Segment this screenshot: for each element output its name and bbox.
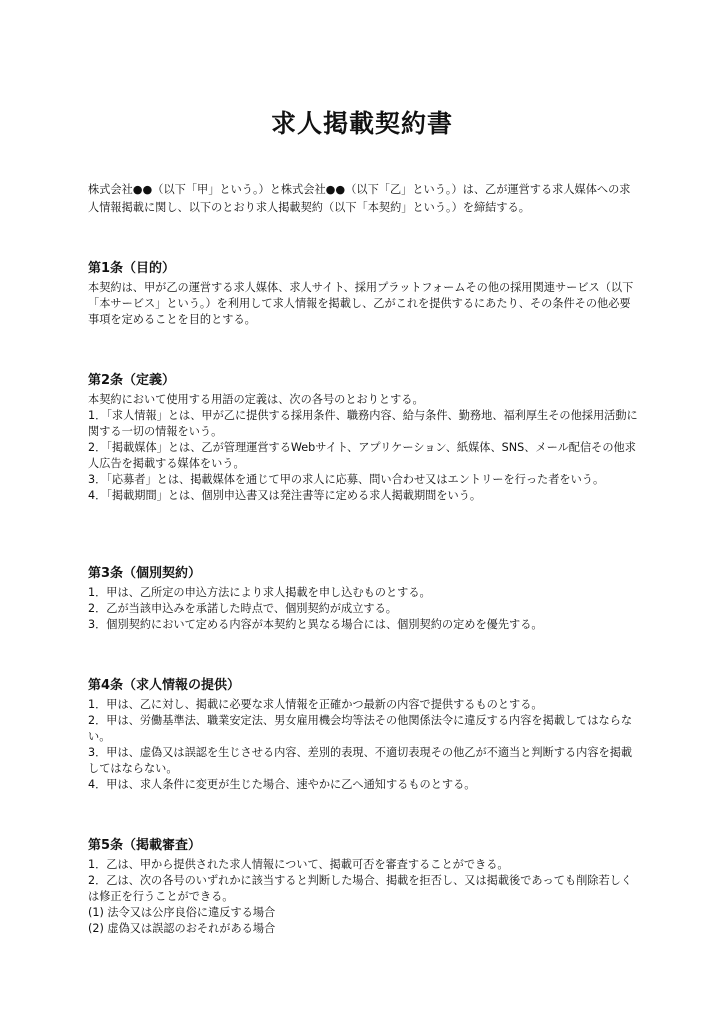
article-clause: 4．甲は、求人条件に変更が生じた場合、速やかに乙へ通知するものとする。: [88, 778, 476, 791]
article-clause: 4．「掲載期間」とは、個別申込書又は発注書等に定める求人掲載期間をいう。: [88, 489, 482, 502]
article-paragraph: 本契約は、甲が乙の運営する求人媒体、求人サイト、採用プラットフォームその他の採用関連サービス（以下「本サービス」という。）を利用して求人情報を掲載し、乙がこれを提供するにあたり、その条件その他必要事項を定めることを目的とする。: [88, 281, 634, 326]
article-clause: 2．乙が当該申込みを承諾した時点で、個別契約が成立する。: [88, 602, 397, 615]
article-clause: 2．「掲載媒体」とは、乙が管理運営するWebサイト、アプリケーション、紙媒体、SNS、メール配信その他求人広告を掲載する媒体をいう。: [88, 441, 636, 470]
article-1: [88, 259, 640, 328]
article-heading: 第3条（個別契約）: [88, 566, 202, 581]
article-heading: 第2条（定義）: [88, 373, 176, 388]
article-paragraph: 本契約において使用する用語の定義は、次の各号のとおりとする。: [88, 393, 424, 406]
article-sub-item: (2) 虚偽又は誤認のおそれがある場合: [88, 922, 276, 935]
article-heading: 第1条（目的）: [88, 261, 176, 276]
document-title: 求人掲載契約書: [270, 109, 453, 138]
article-3: [88, 564, 640, 633]
article-clause: 2．乙は、次の各号のいずれかに該当すると判断した場合、掲載を拒否し、又は掲載後であっても削除若しくは修正を行うことができる。: [88, 874, 633, 903]
article-2: [88, 371, 640, 504]
intro-paragraph: 株式会社●●（以下「甲」という。）と株式会社●●（以下「乙」という。）は、乙が運営する求人媒体への求人情報掲載に関し、以下のとおり求人掲載契約（以下「本契約」という。）を締結する。: [88, 183, 631, 214]
article-4: [88, 676, 640, 793]
article-heading: 第5条（掲載審査）: [88, 838, 202, 853]
article-clause: 3．「応募者」とは、掲載媒体を通じて甲の求人に応募、問い合わせ又はエントリーを行った者をいう。: [88, 473, 605, 486]
article-clause: 3．個別契約において定める内容が本契約と異なる場合には、個別契約の定めを優先する。: [88, 618, 543, 631]
article-sub-item: (1) 法令又は公序良俗に違反する場合: [88, 906, 276, 919]
article-clause: 2．甲は、労働基準法、職業安定法、男女雇用機会均等法その他関係法令に違反する内容を掲載してはならない。: [88, 714, 633, 743]
article-clause: 1．甲は、乙に対し、掲載に必要な求人情報を正確かつ最新の内容で提供するものとする。: [88, 698, 543, 711]
article-heading: 第4条（求人情報の提供）: [88, 678, 241, 693]
article-clause: 1．甲は、乙所定の申込方法により求人掲載を申し込むものとする。: [88, 586, 431, 599]
article-5: [88, 836, 640, 937]
article-clause: 3．甲は、虚偽又は誤認を生じさせる内容、差別的表現、不適切表現その他乙が不適当と判断する内容を掲載してはならない。: [88, 746, 633, 775]
article-clause: 1．「求人情報」とは、甲が乙に提供する採用条件、職務内容、給与条件、勤務地、福利厚生その他採用活動に関する一切の情報をいう。: [88, 409, 638, 438]
article-clause: 1．乙は、甲から提供された求人情報について、掲載可否を審査することができる。: [88, 858, 509, 871]
